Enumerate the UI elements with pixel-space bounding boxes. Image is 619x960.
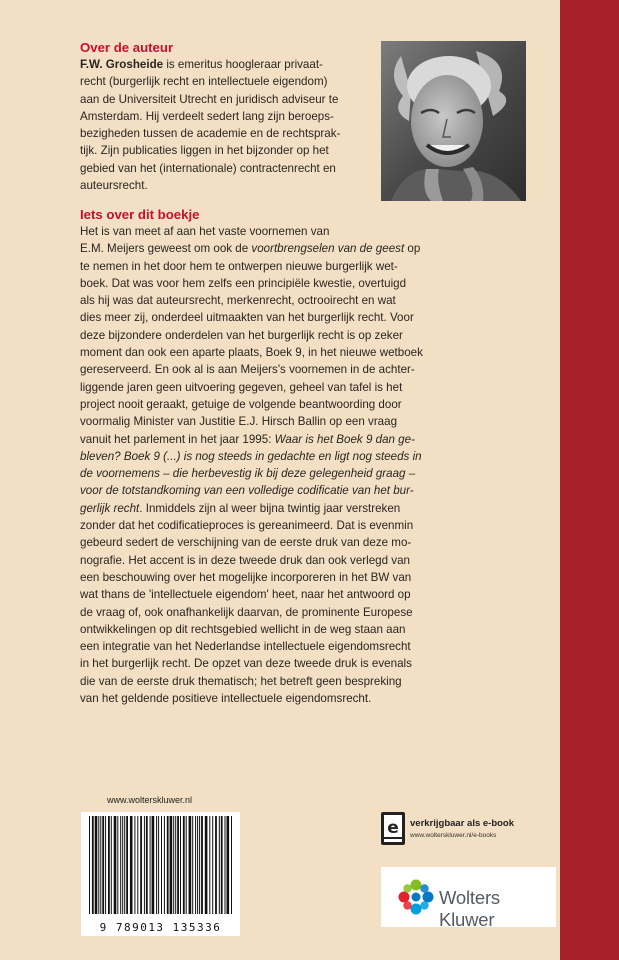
book-description-line: gerlijk recht. Inmiddels zijn al weer bijna twintig jaar verstreken xyxy=(80,501,401,515)
author-bio-line: aan de Universiteit Utrecht en juridisch adviseur te xyxy=(80,92,339,106)
website-url[interactable]: www.wolterskluwer.nl xyxy=(107,795,193,805)
barcode-bar xyxy=(114,816,117,914)
ebook-title: verkrijgbaar als e-book xyxy=(410,818,515,829)
barcode-bar xyxy=(189,816,192,914)
barcode-bar xyxy=(209,816,210,914)
barcode-bar xyxy=(100,816,101,914)
book-description-line: zonder dat het codificatieproces is gereanimeerd. Dat is evenmin xyxy=(80,519,414,533)
book-description-line: dies meer zij, onderdeel uitmaakten van het burgerlijk recht. Voor xyxy=(80,311,414,325)
author-bio-line: auteursrecht. xyxy=(80,179,148,193)
author-bio-line: gebied van het (internationale) contractenrecht en xyxy=(80,161,336,175)
barcode-bar xyxy=(197,816,198,914)
book-description-line: die van de eerste druk thematisch; het betreft geen bespreking xyxy=(80,674,402,688)
barcode-bar xyxy=(199,816,200,914)
barcode-bar xyxy=(158,816,159,914)
barcode-bar xyxy=(150,816,151,914)
svg-text:e: e xyxy=(387,818,399,838)
barcode-bar xyxy=(137,816,138,914)
author-bio-line: recht (burgerlijk recht en intellectuele eigendom) xyxy=(80,75,328,89)
author-bio-line: bezigheden tussen de academie en de rechtsprak- xyxy=(80,127,341,141)
author-photo xyxy=(381,41,526,201)
barcode-bar xyxy=(192,816,193,914)
barcode-bar xyxy=(161,816,162,914)
publisher-name: Wolters Kluwer xyxy=(439,887,500,930)
book-description-line: project nooit geraakt, getuige de volgende beantwoording door xyxy=(80,397,402,411)
barcode-bar xyxy=(146,816,148,914)
barcode-bar xyxy=(186,816,187,914)
barcode-bar xyxy=(164,816,165,914)
barcode-bars xyxy=(89,816,232,914)
barcode-bar xyxy=(205,816,208,914)
author-name: F.W. Grosheide xyxy=(80,58,164,71)
barcode-bar xyxy=(231,816,232,914)
isbn-number: 9 789013 135336 xyxy=(99,921,222,934)
book-description-line: gebeurd sedert de verschijning van de eerste druk van deze mo- xyxy=(80,536,412,550)
book-description-line: boek. Dat was voor hem zelfs een principiële kwestie, overtuigd xyxy=(80,276,407,290)
barcode-bar xyxy=(111,816,112,914)
barcode-bar xyxy=(117,816,118,914)
book-description-line: voor de totstandkoming van een volledige codificatie van het bur- xyxy=(80,484,414,498)
barcode-bar xyxy=(140,816,142,914)
author-bio-line: F.W. Grosheide is emeritus hoogleraar privaat- xyxy=(80,58,323,71)
barcode-bar xyxy=(156,816,157,914)
barcode-bar xyxy=(177,816,179,914)
book-description-line: deze bijzondere onderdelen van het burgerlijk recht is op zeker xyxy=(80,328,403,342)
barcode-bar xyxy=(175,816,176,914)
barcode-bar xyxy=(120,816,121,914)
ebook-icon xyxy=(381,812,405,845)
wolters-kluwer-logo-icon xyxy=(398,879,434,915)
barcode-bar xyxy=(92,816,94,914)
barcode-bar xyxy=(134,816,135,914)
red-spine xyxy=(560,0,619,960)
book-description-line: de voornemens – die herbevestig ik bij deze gelegenheid graag – xyxy=(80,467,416,481)
barcode-bar xyxy=(225,816,226,914)
barcode-bar xyxy=(170,816,173,914)
barcode-bar xyxy=(173,816,174,914)
barcode-bar xyxy=(201,816,203,914)
barcode-bar xyxy=(219,816,220,914)
book-description-line: nografie. Het accent is in deze tweede druk dan ook verlegd van xyxy=(80,553,410,567)
book-description xyxy=(80,223,423,707)
barcode-bar xyxy=(124,816,125,914)
book-heading: Iets over dit boekje xyxy=(80,207,200,222)
book-description-line: als hij was dat auteursrecht, merkenrecht, octrooirecht en wat xyxy=(80,294,396,308)
book-description-line: bleven? Boek 9 (...) is nog steeds in gedachte en ligt nog steeds in xyxy=(80,449,422,463)
book-description-line: te nemen in het door hem te ontwerpen nieuwe burgerlijk wet- xyxy=(80,259,398,273)
barcode-bar xyxy=(212,816,213,914)
barcode-bar xyxy=(183,816,185,914)
book-description-line: liggende jaren geen uitvoering gegeven, geheel van tafel is het xyxy=(80,380,403,394)
book-description-line: een integratie van het Nederlandse intellectuele eigendomsrecht xyxy=(80,640,411,654)
barcode-bar xyxy=(227,816,230,914)
book-description-line: wat thans de 'intellectuele eigendom' heet, naar het antwoord op xyxy=(80,588,411,602)
book-description-line: ontwikkelingen op dit rechtsgebied wellicht in de weg staan aan xyxy=(80,622,406,636)
barcode-bar xyxy=(108,816,110,914)
barcode-bar xyxy=(102,816,104,914)
author-bio xyxy=(80,56,340,194)
barcode-bar xyxy=(144,816,145,914)
book-description-line: van het geldende positieve intellectuele eigendomsrecht. xyxy=(80,692,372,706)
barcode-bar xyxy=(221,816,223,914)
author-heading: Over de auteur xyxy=(80,40,174,55)
barcode-bar xyxy=(95,816,98,914)
book-description-line: in het burgerlijk recht. De opzet van deze tweede druk is evenals xyxy=(80,657,412,671)
author-portrait-image xyxy=(381,41,526,201)
barcode-bar xyxy=(126,816,128,914)
barcode-bar xyxy=(105,816,106,914)
book-description-line: Het is van meet af aan het vaste voornemen van xyxy=(80,225,330,238)
book-description-line: vanuit het parlement in het jaar 1995: Waar is het Boek 9 dan ge- xyxy=(80,432,415,446)
barcode-bar xyxy=(98,816,99,914)
barcode-bar xyxy=(130,816,133,914)
isbn-barcode xyxy=(81,812,240,936)
book-description-line: voormalig Minister van Justitie E.J. Hirsch Ballin op een vraag xyxy=(80,415,398,429)
barcode-bar xyxy=(122,816,123,914)
ebook-url: www.wolterskluwer.nl/e-books xyxy=(410,832,497,839)
barcode-bar xyxy=(167,816,169,914)
book-description-line: E.M. Meijers geweest om ook de voortbrengselen van de geest op xyxy=(80,242,421,256)
book-description-line: moment dan ook een aparte plaats, Boek 9, in het nieuwe wetboek xyxy=(80,346,423,360)
author-bio-line: Amsterdam. Hij verdeelt sedert lang zijn beroeps- xyxy=(80,109,334,123)
author-bio-line: tijk. Zijn publicaties liggen in het bijzonder op het xyxy=(80,144,329,158)
book-description-line: een beschouwing over het mogelijke incorporeren in het BW van xyxy=(80,570,412,584)
barcode-bar xyxy=(89,816,90,914)
ebook-notice[interactable] xyxy=(381,812,556,846)
book-description-line: de vraag of, ook onafhankelijk daarvan, de prominente Europese xyxy=(80,605,413,619)
barcode-bar xyxy=(152,816,155,914)
book-description-line: gereserveerd. En ook al is aan Meijers's voornemen in de achter- xyxy=(80,363,415,377)
publisher-logo xyxy=(381,867,556,930)
barcode-bar xyxy=(215,816,217,914)
barcode-bar xyxy=(180,816,181,914)
barcode-bar xyxy=(195,816,196,914)
